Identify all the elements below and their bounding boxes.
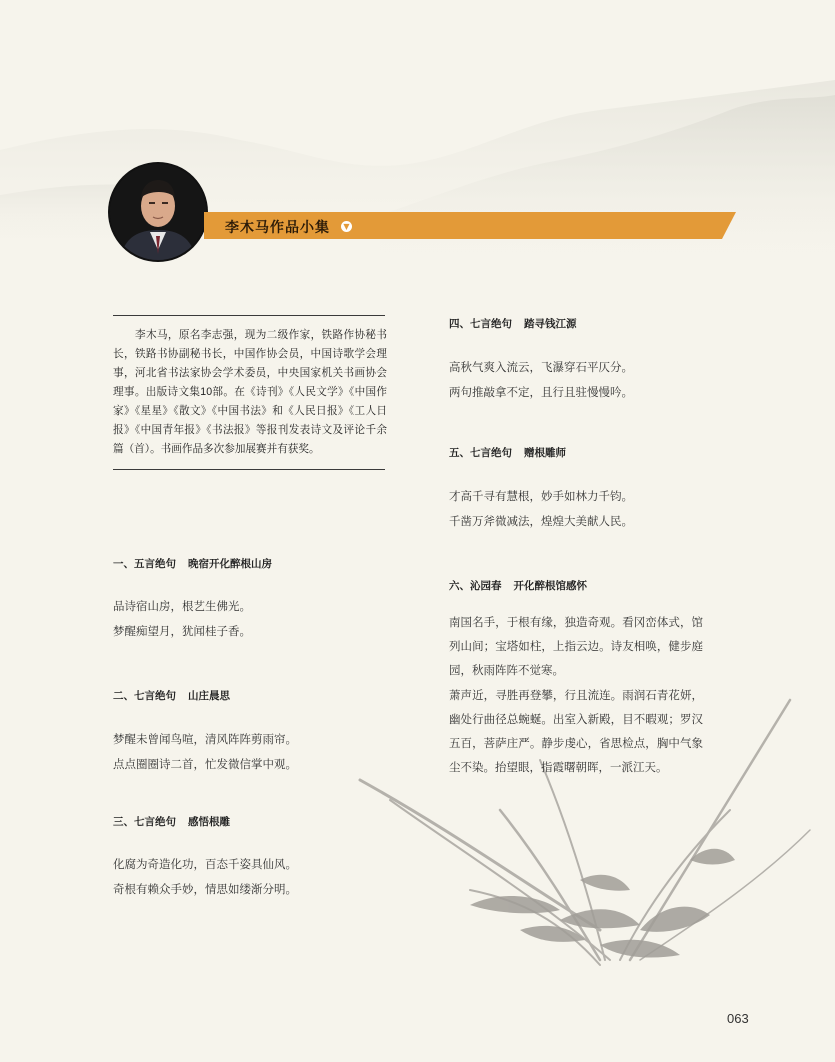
poem-line: 千凿万斧微减法，煌煌大美献人民。 bbox=[449, 514, 633, 528]
ci-paragraph: 萧声近，寻胜再登攀，行且流连。雨润石青花妍，幽处行曲径总蜿蜒。出室入新殿，目不暇观；罗汉五百，菩萨庄严。静步虔心，省思检点，胸中气象尘不染。抬望眼，指霞曙朝晖，一派江天。 bbox=[449, 688, 703, 774]
section-subtitle: 开化醉根馆感怀 bbox=[513, 580, 587, 592]
collection-title: 李木马作品小集 bbox=[225, 220, 330, 236]
poem-line: 才高千寻有慧根，妙手如林力千钧。 bbox=[449, 489, 633, 503]
section-subtitle: 踏寻钱江源 bbox=[524, 318, 577, 330]
bio-bottom-divider bbox=[113, 469, 385, 470]
author-bio: 李木马，原名李志强，现为二级作家，铁路作协秘书长，铁路书协副秘书长，中国作协会员，中国诗歌学会理事，河北省书法家协会学术委员，中央国家机关书画协会理事。出版诗文集10部。在《诗刊》《人民文学》《中国作家》《星星》《散文》《中国书法》和《人民日报》《工人日报》《中国青年报》《书法报》等报刊发表诗文及评论千余篇（首）。书画作品多次参加展赛并有获奖。 bbox=[113, 329, 387, 455]
poem-line: 奇根有赖众手妙，情思如缕渐分明。 bbox=[113, 882, 297, 896]
section-subtitle: 感悟根雕 bbox=[188, 816, 230, 828]
section-subtitle: 赠根雕师 bbox=[524, 447, 566, 459]
section-heading bbox=[449, 316, 577, 331]
poem-line: 点点圈圈诗二首，忙发微信掌中观。 bbox=[113, 757, 297, 771]
poem-line: 两句推敲拿不定，且行且驻慢慢吟。 bbox=[449, 385, 633, 399]
section-heading bbox=[113, 814, 230, 829]
page-number: 063 bbox=[727, 1011, 749, 1026]
poem bbox=[113, 852, 297, 902]
poem bbox=[113, 594, 251, 644]
poem-line: 高秋气爽入流云，飞瀑穿石平仄分。 bbox=[449, 360, 633, 374]
poem-line: 梦醒未曾闻鸟喧，清风阵阵剪雨帘。 bbox=[113, 732, 297, 746]
section-heading bbox=[449, 578, 587, 593]
section-heading bbox=[113, 556, 272, 571]
ci-paragraph: 南国名手，于根有缘，独造奇观。看冈峦体式，馆列山间；宝塔如柱，上指云边。诗友相唤，健步庭园，秋雨阵阵不觉寒。 bbox=[449, 615, 703, 677]
poem bbox=[449, 484, 633, 534]
section-heading bbox=[449, 445, 566, 460]
section-form: 一、五言绝句 bbox=[113, 558, 176, 570]
section-subtitle: 晚宿开化醉根山房 bbox=[188, 558, 272, 570]
section-subtitle: 山庄晨思 bbox=[188, 690, 230, 702]
author-portrait bbox=[110, 164, 206, 260]
section-form: 二、七言绝句 bbox=[113, 690, 176, 702]
poem-line: 品诗宿山房，根艺生佛光。 bbox=[113, 599, 251, 613]
poem bbox=[449, 355, 633, 405]
chevron-down-icon: ▼ bbox=[341, 221, 352, 232]
section-form: 四、七言绝句 bbox=[449, 318, 512, 330]
poem-line: 化腐为奇造化功，百态千姿具仙风。 bbox=[113, 857, 297, 871]
section-heading bbox=[113, 688, 230, 703]
section-form: 六、沁园春 bbox=[449, 580, 502, 592]
poem bbox=[113, 727, 297, 777]
bio-top-divider bbox=[113, 315, 385, 316]
section-form: 五、七言绝句 bbox=[449, 447, 512, 459]
section-form: 三、七言绝句 bbox=[113, 816, 176, 828]
poem-line: 梦醒痴望月，犹闻桂子香。 bbox=[113, 624, 251, 638]
